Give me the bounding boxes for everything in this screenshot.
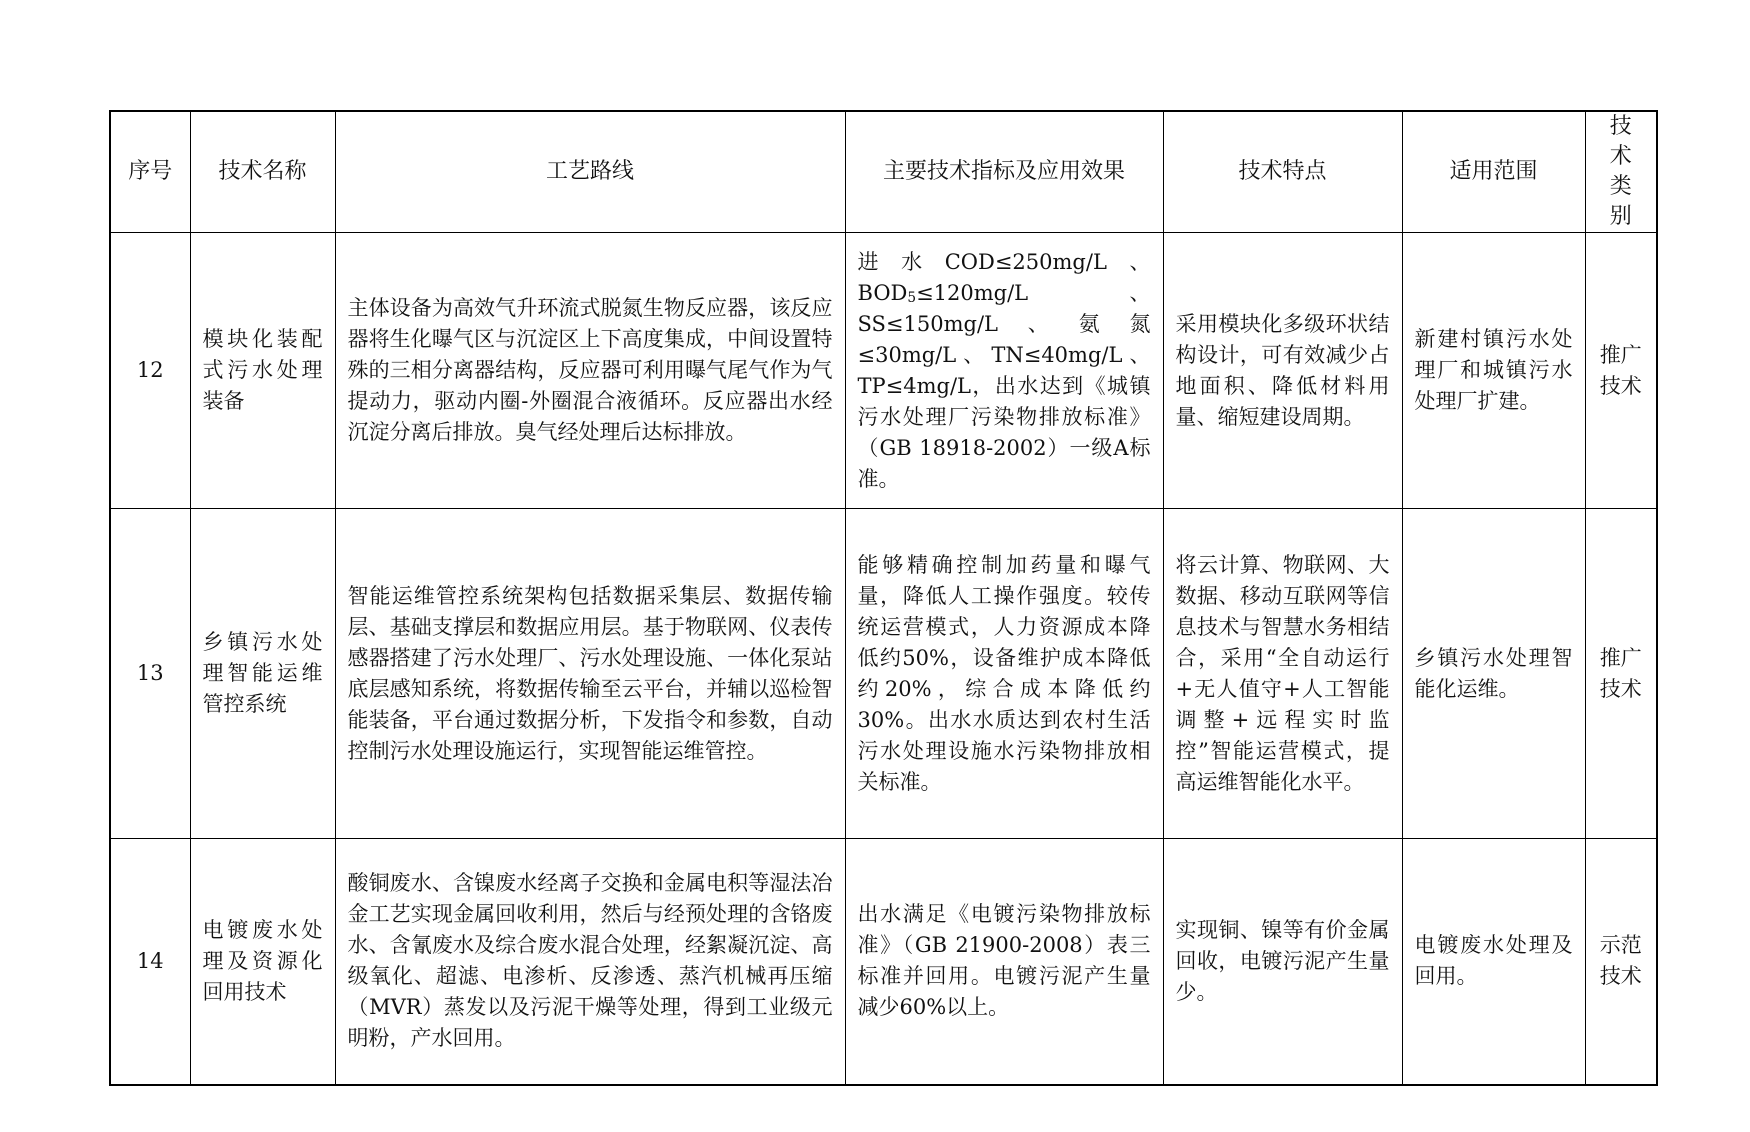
cell-scope: 电镀废水处理及回用。: [1402, 839, 1585, 1085]
cell-features: 将云计算、物联网、大数据、移动互联网等信息技术与智慧水务相结合，采用“全自动运行+无人值守+人工智能调整+远程实时监控”智能运营模式，提高运维智能化水平。: [1163, 509, 1402, 839]
cell-scope: 乡镇污水处理智能化运维。: [1402, 509, 1585, 839]
cell-category: 推广技术: [1585, 233, 1657, 509]
cell-indicators: 能够精确控制加药量和曝气量，降低人工操作强度。较传统运营模式，人力资源成本降低约50%，设备维护成本降低约20%，综合成本降低约30%。出水水质达到农村生活污水处理设施水污染物排放相关标准。: [845, 509, 1163, 839]
header-category: 技术类别: [1585, 111, 1657, 233]
cell-category: 示范技术: [1585, 839, 1657, 1085]
cell-route: 酸铜废水、含镍废水经离子交换和金属电积等湿法冶金工艺实现金属回收利用，然后与经预处理的含铬废水、含氰废水及综合废水混合处理，经絮凝沉淀、高级氧化、超滤、电渗析、反渗透、蒸汽机械再压缩（MVR）蒸发以及污泥干燥等处理，得到工业级元明粉，产水回用。: [335, 839, 845, 1085]
table-row: [110, 509, 1657, 839]
table-row: [110, 233, 1657, 509]
header-scope: 适用范围: [1402, 111, 1585, 233]
cell-indicators: [845, 233, 1163, 509]
cell-category: 推广技术: [1585, 509, 1657, 839]
indicators-text-b: ≤120mg/L、SS≤150mg/L、氨氮≤30mg/L、TN≤40mg/L、TP≤4mg/L，出水达到《城镇污水处理厂污染物排放标准》（GB 18918-2002）一级A标准。: [857, 280, 1151, 491]
indicators-text-a: 进水COD≤250mg/L、BOD: [857, 249, 1151, 305]
cell-num: 13: [110, 509, 190, 839]
technology-table: [109, 110, 1658, 1086]
cell-route: 智能运维管控系统架构包括数据采集层、数据传输层、基础支撑层和数据应用层。基于物联网、仪表传感器搭建了污水处理厂、污水处理设施、一体化泵站底层感知系统，将数据传输至云平台，并辅以巡检智能装备，平台通过数据分析，下发指令和参数，自动控制污水处理设施运行，实现智能运维管控。: [335, 509, 845, 839]
cell-name: 乡镇污水处理智能运维管控系统: [190, 509, 335, 839]
header-name: 技术名称: [190, 111, 335, 233]
cell-num: 12: [110, 233, 190, 509]
cell-features: 实现铜、镍等有价金属回收，电镀污泥产生量少。: [1163, 839, 1402, 1085]
indicators-subscript: 5: [907, 289, 917, 306]
cell-name: 模块化装配式污水处理装备: [190, 233, 335, 509]
cell-indicators: 出水满足《电镀污染物排放标准》（GB 21900-2008）表三标准并回用。电镀污泥产生量减少60%以上。: [845, 839, 1163, 1085]
table-header-row: [110, 111, 1657, 233]
cell-features: 采用模块化多级环状结构设计，可有效减少占地面积、降低材料用量、缩短建设周期。: [1163, 233, 1402, 509]
cell-num: 14: [110, 839, 190, 1085]
table-row: [110, 839, 1657, 1085]
header-route: 工艺路线: [335, 111, 845, 233]
header-indicators: 主要技术指标及应用效果: [845, 111, 1163, 233]
header-num: 序号: [110, 111, 190, 233]
cell-scope: 新建村镇污水处理厂和城镇污水处理厂扩建。: [1402, 233, 1585, 509]
cell-route: 主体设备为高效气升环流式脱氮生物反应器，该反应器将生化曝气区与沉淀区上下高度集成，中间设置特殊的三相分离器结构，反应器可利用曝气尾气作为气提动力，驱动内圈-外圈混合液循环。反应器出水经沉淀分离后排放。臭气经处理后达标排放。: [335, 233, 845, 509]
cell-name: 电镀废水处理及资源化回用技术: [190, 839, 335, 1085]
header-features: 技术特点: [1163, 111, 1402, 233]
